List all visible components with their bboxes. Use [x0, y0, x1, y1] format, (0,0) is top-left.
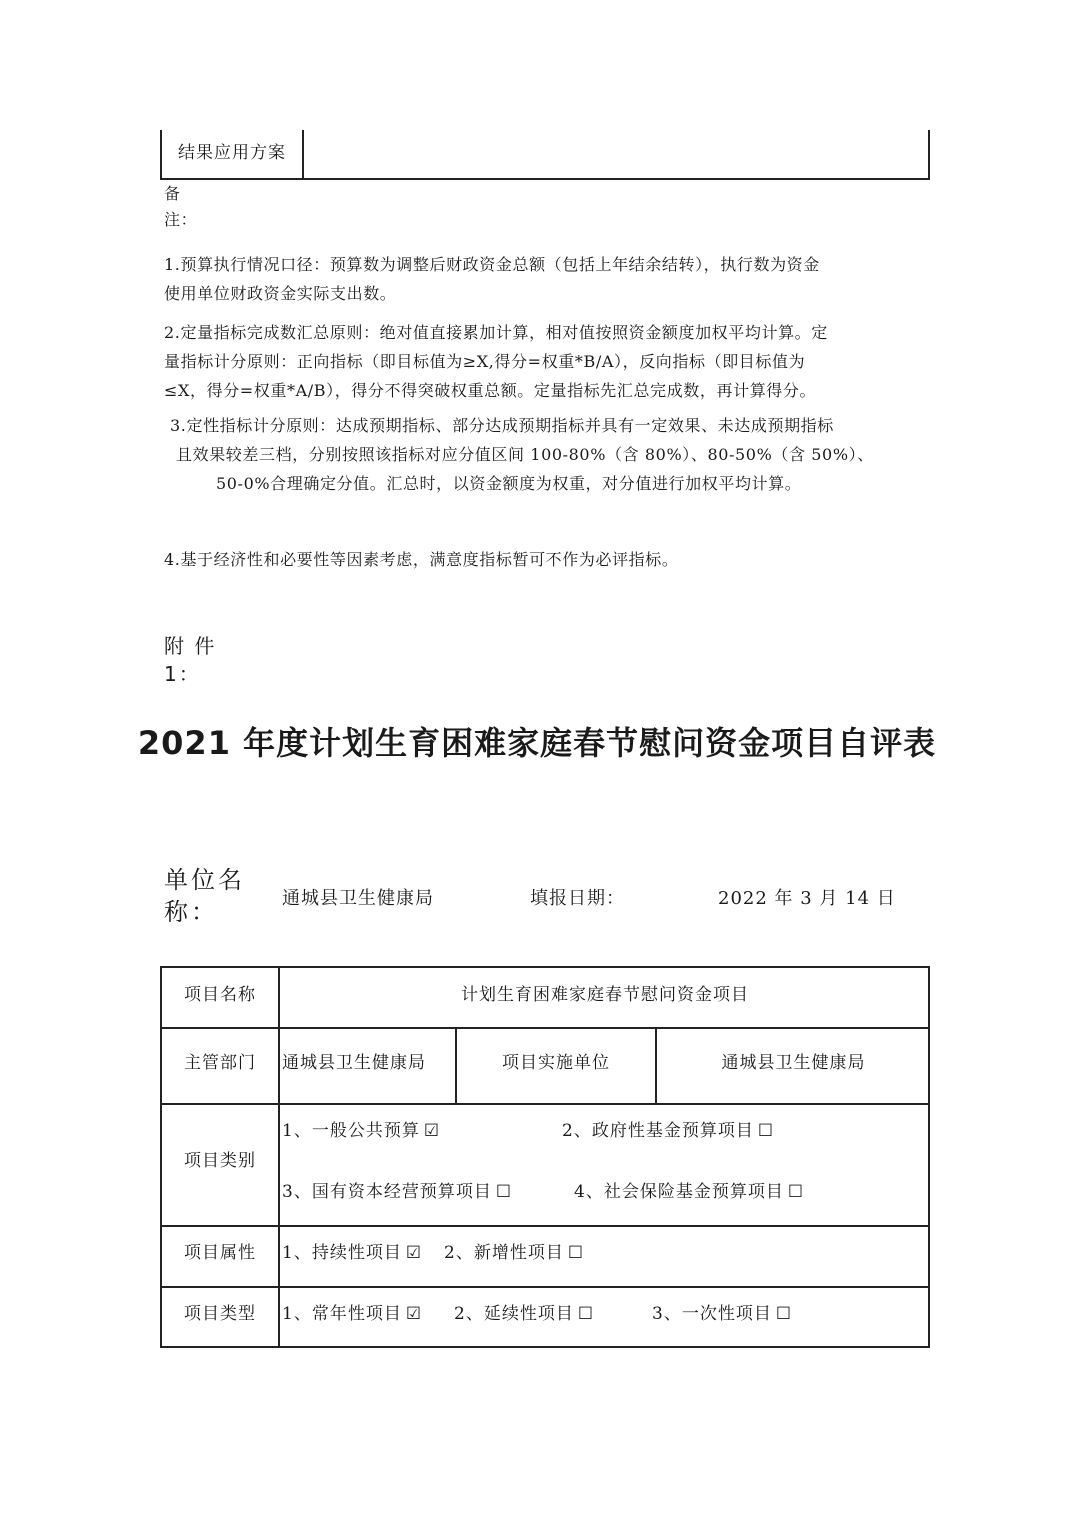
option-text: 4、社会保险基金预算项目 [574, 1182, 784, 1202]
result-application-label: 结果应用方案 [178, 143, 286, 163]
option-text: 2、政府性基金预算项目 [562, 1121, 754, 1141]
unchecked-box-icon[interactable]: ☐ [757, 1121, 775, 1141]
note-line: 且效果较差三档，分别按照该指标对应分值区间 100-80%（含 80%）、80-50%（含 50%）、 [176, 445, 874, 464]
note-line: 使用单位财政资金实际支出数。 [164, 284, 397, 303]
category-option-2[interactable] [562, 1116, 774, 1141]
unchecked-box-icon[interactable]: ☐ [775, 1304, 793, 1324]
note-line: 量指标计分原则：正向指标（即目标值为≥X,得分=权重*B/A），反向指标（即目标值为 [164, 352, 806, 371]
option-text: 3、国有资本经营预算项目 [282, 1182, 492, 1202]
note-item-1 [164, 250, 820, 308]
table-col-divider [278, 968, 280, 1346]
note-line: 3.定性指标计分原则：达成预期指标、部分达成预期指标并具有一定效果、未达成预期指标 [170, 416, 834, 435]
unit-label-line2: 称： [164, 898, 218, 926]
note-item-2 [164, 318, 828, 405]
note-line: ≤X，得分=权重*A/B），得分不得突破权重总额。定量指标先汇总完成数，再计算得分。 [164, 381, 817, 400]
note-line: 2.定量指标完成数汇总原则：绝对值直接累加计算，相对值按照资金额度加权平均计算。定 [164, 323, 828, 342]
category-option-1[interactable] [282, 1116, 440, 1141]
unit-name-label [164, 864, 254, 928]
attachment-line1: 附 件 [164, 634, 217, 658]
table-row-divider [162, 1225, 928, 1227]
category-label: 项目类别 [184, 1151, 256, 1171]
attribute-option-2[interactable] [444, 1238, 584, 1263]
type-option-1[interactable] [282, 1299, 422, 1324]
note-item-3 [170, 411, 930, 498]
category-option-4[interactable] [574, 1177, 804, 1202]
page-title: 2021 年度计划生育困难家庭春节慰问资金项目自评表 [137, 724, 937, 762]
fill-date-label: 填报日期： [530, 888, 625, 909]
option-text: 1、常年性项目 [282, 1304, 402, 1324]
attribute-option-1[interactable] [282, 1238, 422, 1263]
note-line: 1.预算执行情况口径：预算数为调整后财政资金总额（包括上年结余结转），执行数为资金 [164, 255, 820, 274]
project-info-table [160, 966, 930, 1348]
result-application-table [160, 130, 930, 180]
checked-box-icon[interactable]: ☑ [423, 1121, 441, 1141]
type-option-3[interactable] [652, 1299, 792, 1324]
category-option-3[interactable] [282, 1177, 512, 1202]
notes-heading-line1: 备 [164, 184, 181, 203]
impl-unit-value: 通城县卫生健康局 [721, 1053, 866, 1073]
note-line: 4.基于经济性和必要性等因素考虑，满意度指标暂可不作为必评指标。 [164, 550, 679, 569]
checked-box-icon[interactable]: ☑ [405, 1304, 423, 1324]
option-text: 1、一般公共预算 [282, 1121, 420, 1141]
attribute-label: 项目属性 [184, 1243, 256, 1263]
unchecked-box-icon[interactable]: ☐ [495, 1182, 513, 1202]
option-text: 1、持续性项目 [282, 1243, 402, 1263]
type-option-2[interactable] [454, 1299, 594, 1324]
notes-heading-line2: 注： [164, 210, 198, 229]
note-line: 50-0%合理确定分值。汇总时，以资金额度为权重，对分值进行加权平均计算。 [216, 474, 802, 493]
note-item-4 [164, 545, 678, 574]
table-row-divider [162, 1103, 928, 1105]
unit-label-line1: 单位名 [164, 866, 245, 894]
project-name-value: 计划生育困难家庭春节慰问资金项目 [461, 985, 749, 1005]
project-name-label: 项目名称 [184, 985, 256, 1005]
table-divider [302, 130, 304, 178]
option-text: 2、延续性项目 [454, 1304, 574, 1324]
unchecked-box-icon[interactable]: ☐ [577, 1304, 595, 1324]
type-label: 项目类型 [184, 1304, 256, 1324]
checked-box-icon[interactable]: ☑ [405, 1243, 423, 1263]
option-text: 2、新增性项目 [444, 1243, 564, 1263]
table-row-divider [162, 1286, 928, 1288]
dept-label: 主管部门 [184, 1053, 256, 1073]
unit-name-value: 通城县卫生健康局 [282, 888, 434, 909]
fill-date-value: 2022 年 3 月 14 日 [718, 888, 896, 909]
notes-heading [164, 181, 197, 233]
table-row-divider [162, 1027, 928, 1029]
unchecked-box-icon[interactable]: ☐ [787, 1182, 805, 1202]
impl-unit-label: 项目实施单位 [502, 1053, 610, 1073]
dept-value: 通城县卫生健康局 [282, 1053, 426, 1073]
attachment-label [164, 632, 216, 688]
attachment-line2: 1： [164, 662, 201, 686]
option-text: 3、一次性项目 [652, 1304, 772, 1324]
unchecked-box-icon[interactable]: ☐ [567, 1243, 585, 1263]
